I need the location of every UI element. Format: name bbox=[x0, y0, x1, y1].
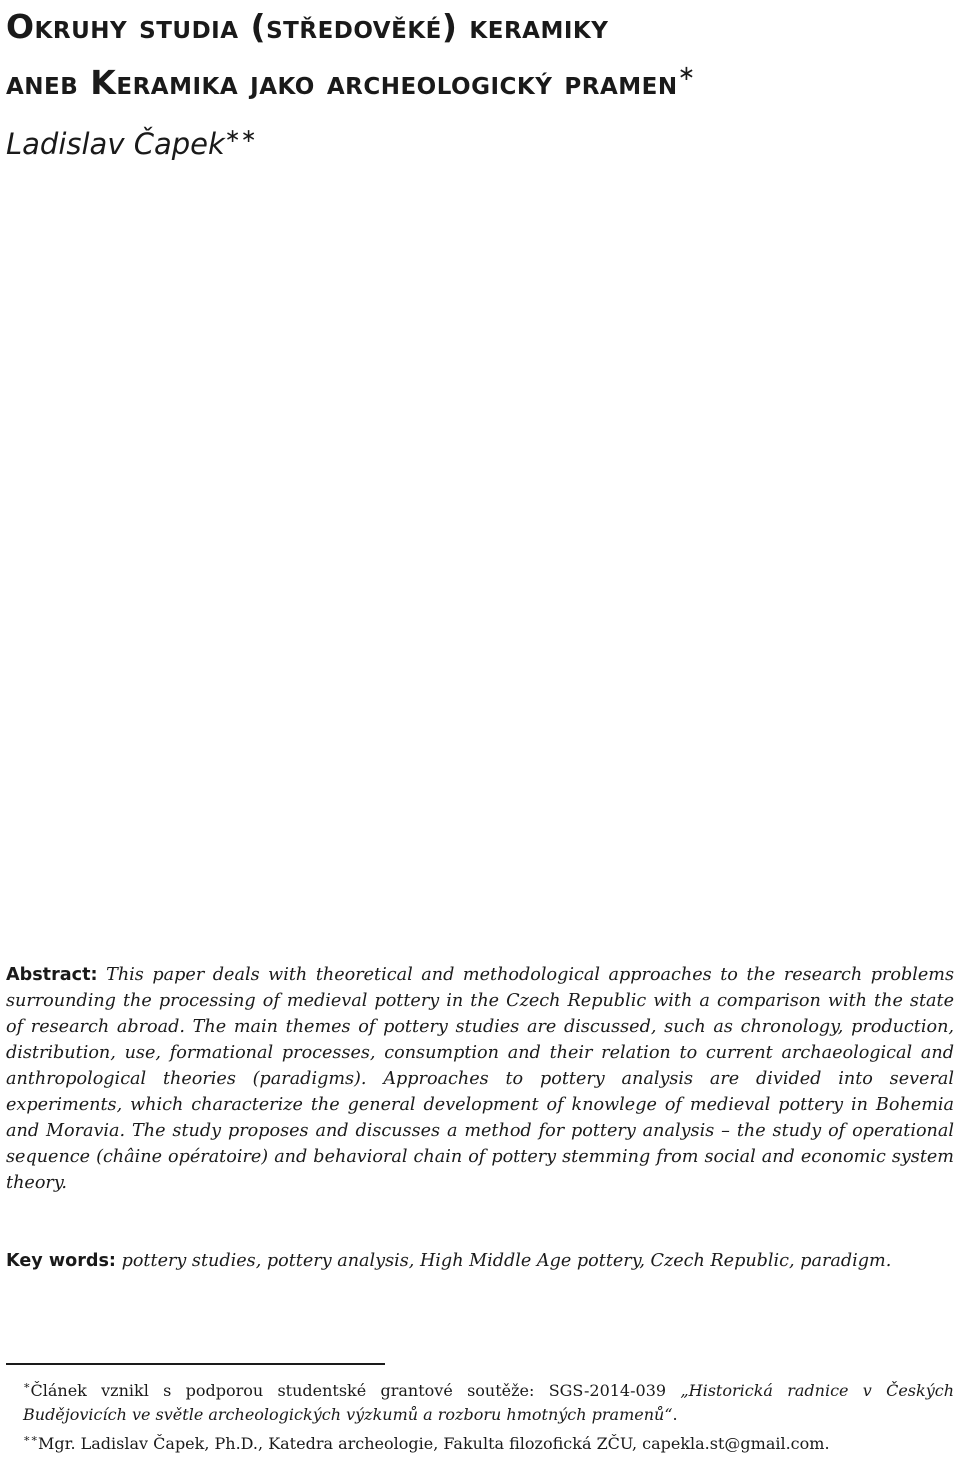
footnote-1 bbox=[6, 1374, 954, 1427]
footnotes bbox=[6, 1374, 954, 1456]
author-footnote-mark: ∗∗ bbox=[224, 125, 257, 147]
title-line-2-text: aneb Keramika jako archeologický pramen bbox=[6, 63, 678, 102]
footnote-1-end: . bbox=[672, 1405, 678, 1424]
footnote-2 bbox=[6, 1427, 954, 1456]
keywords-label: Key words: bbox=[6, 1251, 116, 1271]
keywords-text: pottery studies, pottery analysis, High Middle Age pottery, Czech Republic, paradigm. bbox=[121, 1251, 892, 1271]
title-line-1: Okruhy studia (středověké) keramiky bbox=[6, 7, 609, 46]
author-name: Ladislav Čapek bbox=[6, 127, 225, 161]
footnote-divider bbox=[6, 1363, 385, 1365]
title-footnote-mark: ∗ bbox=[677, 61, 696, 85]
footnote-2-mark: ∗∗ bbox=[23, 1432, 38, 1445]
abstract bbox=[6, 962, 954, 1196]
footnote-1-mark: ∗ bbox=[23, 1379, 31, 1392]
footnote-1-project-title: „Historická radnice v Českých Budějovicích ve světle archeologických výzkumů a rozboru hmotných pramenů“ bbox=[23, 1381, 955, 1424]
abstract-text: This paper deals with theoretical and methodological approaches to the research problems surrounding the processing of medieval pottery in the Czech Republic with a comparison with the state of research abroad. The main themes of pottery studies are discussed, such as chronology, production, distribution, use, formational processes, consumption and their relation to current archaeological and anthropological theories (paradigms). Approaches to pottery analysis are divided into several experiments, which characterize the general development of knowlege of medieval pottery in Bohemia and Moravia. The study proposes and discusses a method for pottery analysis – the study of operational sequence (châine opératoire) and behavioral chain of pottery stemming from social and economic system theory. bbox=[6, 965, 955, 1193]
footnote-2-text: Mgr. Ladislav Čapek, Ph.D., Katedra archeologie, Fakulta filozofická ZČU, capekla.st@gmail.com. bbox=[37, 1434, 830, 1453]
footnote-1-text: Článek vznikl s podporou studentské grantové soutěže: SGS-2014-039 bbox=[30, 1381, 681, 1400]
author-line bbox=[6, 116, 257, 164]
keywords bbox=[6, 1248, 954, 1274]
title-line-2 bbox=[6, 50, 946, 106]
abstract-label: Abstract: bbox=[6, 965, 98, 985]
article-title bbox=[6, 4, 946, 106]
